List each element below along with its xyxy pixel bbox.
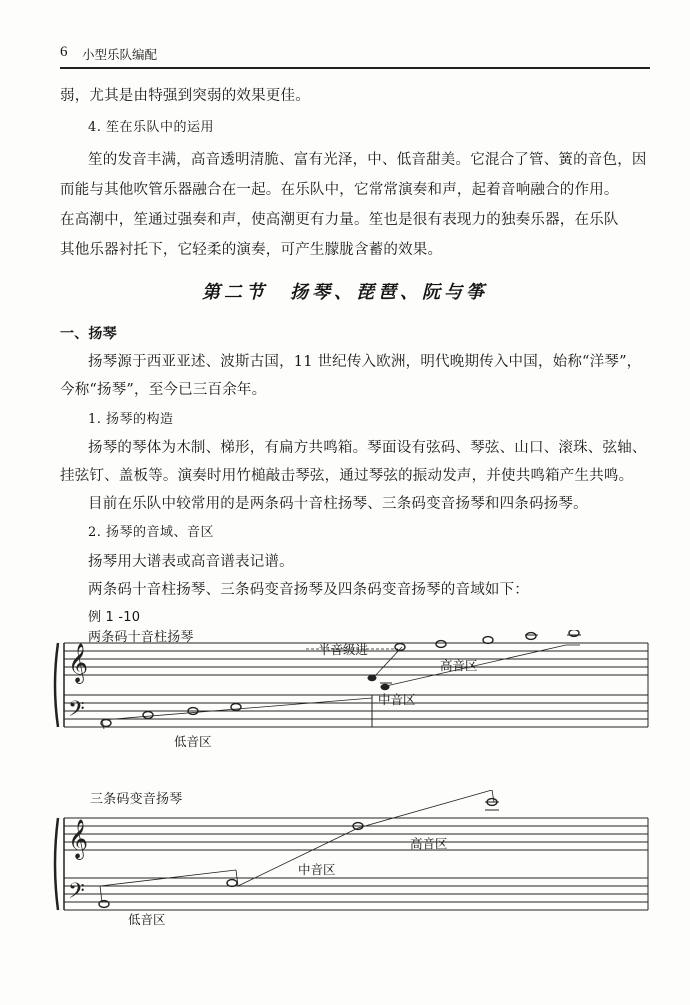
subsection-title: 一、扬琴 [60,326,117,342]
paragraph-line: 在高潮中，笙通过强奏和声，使高潮更有力量。笙也是很有表现力的独奏乐器，在乐队 [60,212,619,228]
book-title: 小型乐队编配 [82,47,158,62]
paragraph-line: 扬琴用大谱表或高音谱表记谱。 [88,554,294,570]
example-label: 例 1 -10 [88,610,141,625]
page-number: 6 [60,44,68,60]
svg-text:𝄞: 𝄞 [68,643,89,683]
paragraph-line: 挂弦钉、盖板等。演奏时用竹槌敲击琴弦，通过琴弦的振动发声，并使共鸣箱产生共鸣。 [60,468,634,484]
paragraph-line: 其他乐器衬托下，它轻柔的演奏，可产生朦胧含蓄的效果。 [60,242,443,258]
label-low-register: 低音区 [128,912,166,927]
subheading-sheng-usage: 4. 笙在乐队中的运用 [88,120,215,135]
label-high-register: 高音区 [440,658,478,673]
label-low-register: 低音区 [174,734,212,749]
paragraph-line: 目前在乐队中较常用的是两条码十音柱扬琴、三条码变音扬琴和四条码扬琴。 [88,496,588,512]
music-staff-figure-2 [0,790,690,930]
subheading-range: 2. 扬琴的音域、音区 [88,525,215,540]
label-mid-register: 中音区 [298,862,336,877]
header-rule [60,67,650,69]
section-title: 第二节 扬琴、琵琶、阮与筝 [202,282,488,303]
subheading-structure: 1. 扬琴的构造 [88,412,174,427]
paragraph-line: 而能与其他吹管乐器融合在一起。在乐队中，它常常演奏和声，起着音响融合的作用。 [60,182,619,198]
figure-caption-1: 两条码十音柱扬琴 [88,630,194,645]
paragraph-line: 扬琴的琴体为木制、梯形，有扁方共鸣箱。琴面设有弦码、琴弦、山口、滚珠、弦轴、 [88,440,647,456]
paragraph-line: 两条码十音柱扬琴、三条码变音扬琴及四条码变音扬琴的音域如下： [88,582,529,598]
running-header [60,44,650,68]
label-semitone-steps: 半音级进 [318,642,369,657]
svg-text:𝄞: 𝄞 [68,819,89,859]
svg-text:𝄢: 𝄢 [68,697,85,727]
label-mid-register: 中音区 [378,692,416,707]
figure-caption-2: 三条码变音扬琴 [90,792,183,807]
label-high-register: 高音区 [410,836,448,851]
paragraph-line: 今称“扬琴”，至今已三百余年。 [60,382,267,398]
music-staff-figure-1 [0,630,690,760]
paragraph-line: 笙的发音丰满，高音透明清脆、富有光泽，中、低音甜美。它混合了管、簧的音色，因 [88,152,647,168]
paragraph-line: 扬琴源于西亚亚述、波斯古国，11 世纪传入欧洲，明代晚期传入中国，始称“洋琴”， [88,354,642,370]
svg-text:𝄢: 𝄢 [68,879,85,909]
paragraph-line: 弱，尤其是由特强到突弱的效果更佳。 [60,88,310,104]
